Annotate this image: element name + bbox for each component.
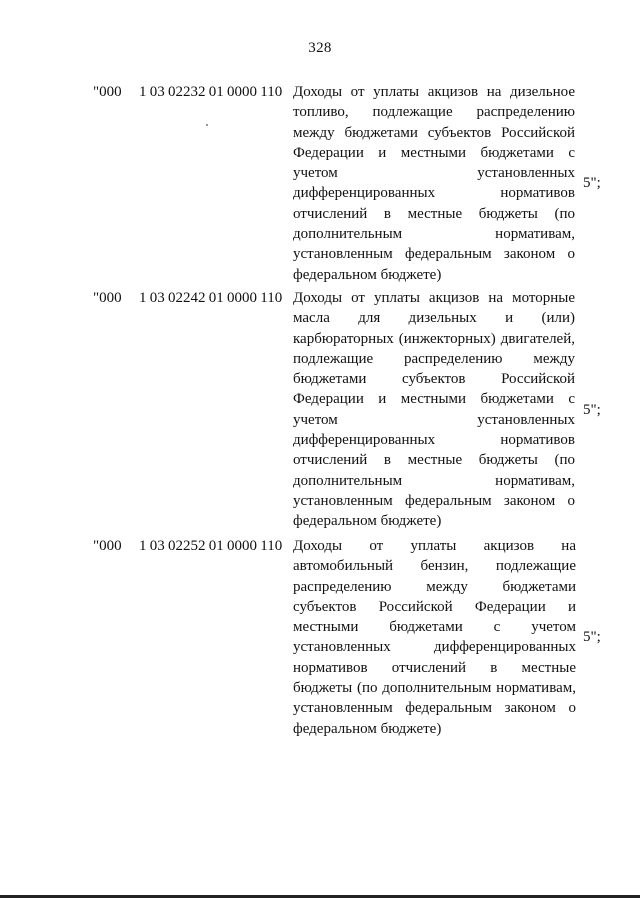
row-prefix: "000: [93, 290, 122, 306]
scan-edge-line: [0, 895, 640, 898]
row-suffix: 5";: [583, 402, 601, 418]
row-prefix: "000: [93, 84, 122, 100]
row-suffix: 5";: [583, 175, 601, 191]
budget-classification-code: 1 03 02242 01 0000 110: [139, 290, 283, 306]
revenue-description: Доходы от уплаты акцизов на дизельное топливо, подлежащие распределению между бюджетами субъектов Российской Федерации и местными бюджетами с учетом установленных дифференцированных нормативов отчислений в местные бюджеты (по дополнительным нормативам, установленным федеральным законом о федеральном бюджете): [293, 84, 575, 283]
row-suffix: 5";: [583, 629, 601, 645]
revenue-description: Доходы от уплаты акцизов на моторные масла для дизельных и (или) карбюраторных (инжекторных) двигателей, подлежащие распределению между бюджетами субъектов Российской Федерации и местными бюджетами с учетом установленных дифференцированных нормативов отчислений в местные бюджеты (по дополнительным нормативам, установленным федеральным законом о федеральном бюджете): [293, 290, 575, 530]
page-number: 328: [308, 40, 332, 56]
budget-classification-code: 1 03 02252 01 0000 110: [139, 538, 283, 554]
revenue-description: Доходы от уплаты акцизов на автомобильный бензин, подлежащие распределению между бюджетами субъектов Российской Федерации и местными бюджетами с учетом установленных дифференцированных нормативов отчислений в местные бюджеты (по дополнительным нормативам, установленным федеральным законом о федеральном бюджете): [293, 538, 576, 737]
scan-speck: [206, 124, 208, 126]
budget-classification-code: 1 03 02232 01 0000 110: [139, 84, 283, 100]
row-prefix: "000: [93, 538, 122, 554]
